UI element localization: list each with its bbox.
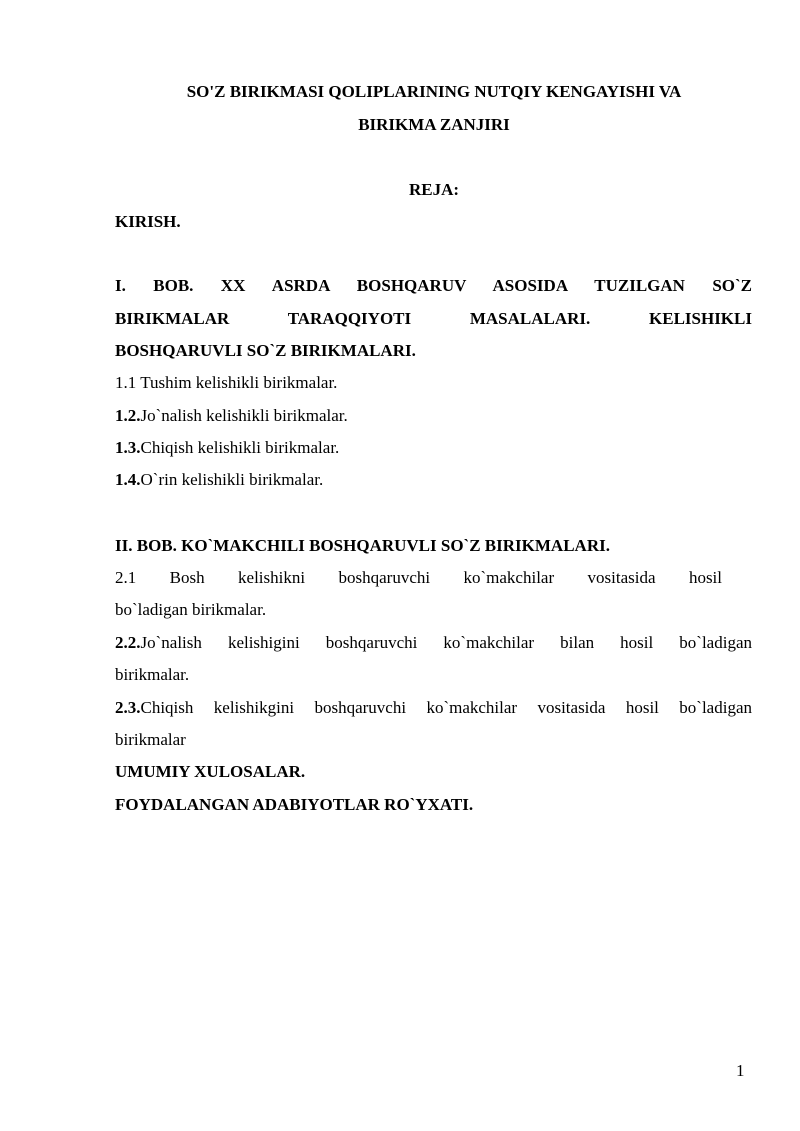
chapter1-item-1	[115, 373, 337, 393]
chapter1-item-1-number: 1.1	[115, 373, 137, 392]
chapter2-item-1-text: Bosh kelishikni boshqaruvchi ko`makchilar vositasida hosil	[136, 568, 722, 587]
chapter2-heading: II. BOB. KO`MAKCHILI BOSHQARUVLI SO`Z BIRIKMALARI.	[115, 536, 610, 555]
chapter2-item-2-line-2: birikmalar.	[115, 665, 190, 684]
chapter2-item-2-number: 2.2.	[115, 633, 141, 652]
chapter2-item-1-number: 2.1	[115, 568, 137, 587]
chapter1-item-2-number: 1.2.	[115, 406, 141, 425]
chapter1-item-2	[115, 406, 348, 426]
chapter1-item-3	[115, 438, 339, 458]
chapter2-item-1-line-1	[115, 568, 722, 588]
chapter1-heading-line-2: BIRIKMALAR TARAQQIYOTI MASALALARI. KELISHIKLI	[115, 309, 752, 328]
intro-heading: KIRISH.	[115, 212, 181, 231]
references-heading: FOYDALANGAN ADABIYOTLAR RO`YXATI.	[115, 795, 474, 814]
chapter2-item-2-line-1	[115, 633, 752, 653]
page-number: 1	[736, 1061, 745, 1080]
chapter1-item-2-text: Jo`nalish kelishikli birikmalar.	[140, 406, 348, 425]
chapter1-item-4-text: O`rin kelishikli birikmalar.	[140, 470, 324, 489]
chapter1-item-3-text: Chiqish kelishikli birikmalar.	[140, 438, 340, 457]
plan-heading: REJA:	[408, 180, 460, 199]
chapter1-item-4-number: 1.4.	[115, 470, 141, 489]
document-page	[115, 0, 753, 1131]
chapter2-item-1-line-2: bo`ladigan birikmalar.	[115, 600, 267, 619]
chapter1-heading-line-1: I. BOB. XX ASRDA BOSHQARUV ASOSIDA TUZILGAN SO`Z	[115, 276, 752, 295]
title-line-2: BIRIKMA ZANJIRI	[358, 115, 510, 134]
chapter2-item-2-text: Jo`nalish kelishigini boshqaruvchi ko`makchilar bilan hosil bo`ladigan	[140, 633, 752, 652]
chapter2-item-3-number: 2.3.	[115, 698, 141, 717]
chapter1-item-4	[115, 470, 323, 490]
chapter1-item-1-text: Tushim kelishikli birikmalar.	[136, 373, 338, 392]
chapter1-heading-line-3: BOSHQARUVLI SO`Z BIRIKMALARI.	[115, 341, 416, 360]
chapter2-item-3-line-2: birikmalar	[115, 730, 186, 749]
chapter2-item-3-line-1	[115, 698, 752, 718]
chapter1-item-3-number: 1.3.	[115, 438, 141, 457]
chapter2-item-3-text: Chiqish kelishikgini boshqaruvchi ko`makchilar vositasida hosil bo`ladigan	[140, 698, 752, 717]
conclusion-heading: UMUMIY XULOSALAR.	[115, 762, 306, 781]
title-line-1: SO'Z BIRIKMASI QOLIPLARINING NUTQIY KENGAYISHI VA	[186, 82, 682, 101]
